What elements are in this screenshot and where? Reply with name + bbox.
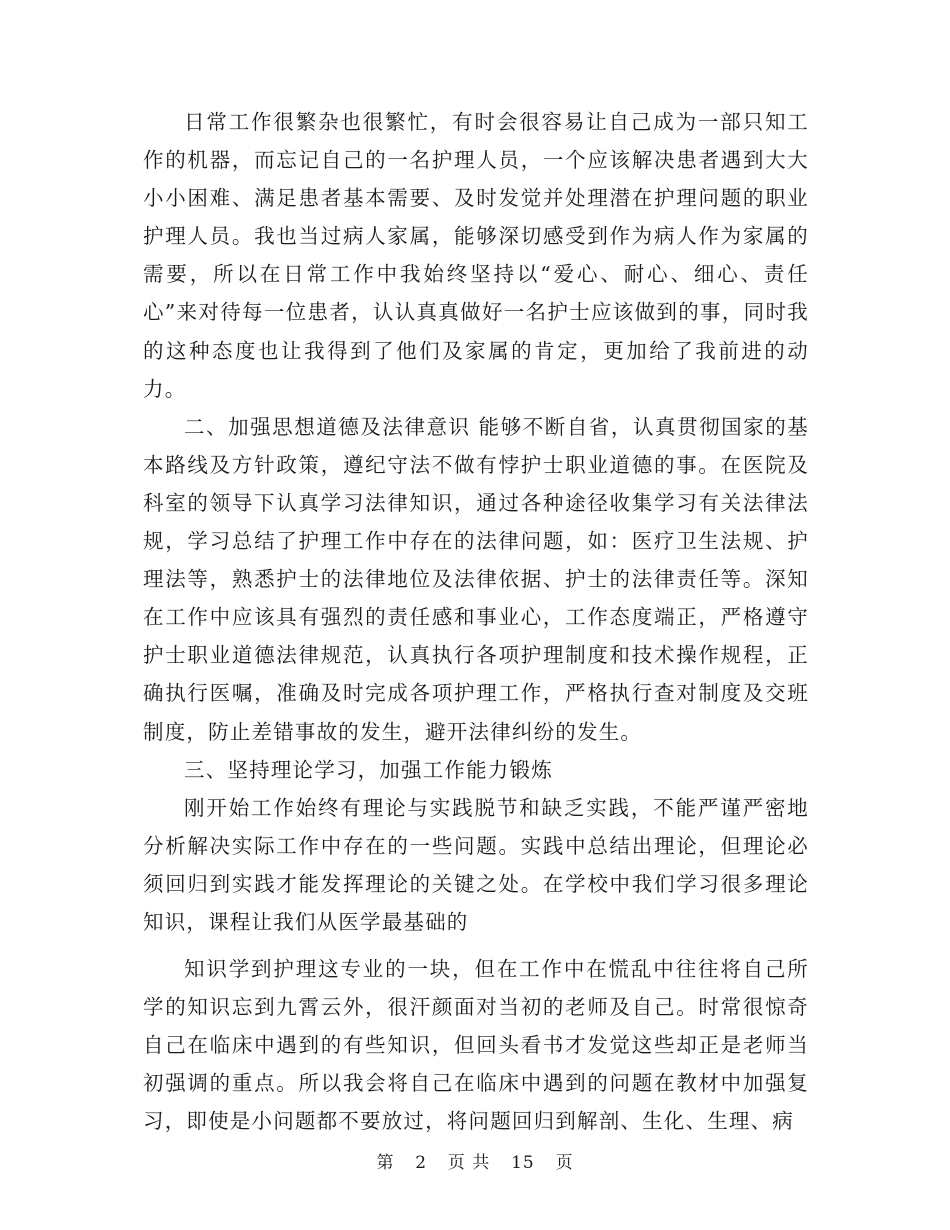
paragraph-daily-work: 日常工作很繁杂也很繁忙，有时会很容易让自己成为一部只知工作的机器，而忘记自己的一名护理人员，一个应该解决患者遇到大大小小困难、满足患者基本需要、及时发觉并处理潜在护理问题的职业护理人员。我也当过病人家属，能够深切感受到作为病人作为家属的需要，所以在日常工作中我始终坚持以“爱心、耐心、细心、责任心”来对待每一位患者，认认真真做好一名护士应该做到的事，同时我的这种态度也让我得到了他们及家属的肯定，更加给了我前进的动力。: [143, 110, 809, 401]
footer-page-number: 2: [415, 1153, 428, 1173]
paragraph-section-two: 二、加强思想道德及法律意识 能够不断自省，认真贯彻国家的基本路线及方针政策，遵纪守法不做有悖护士职业道德的事。在医院及科室的领导下认真学习法律知识，通过各种途径收集学习有关法律法规，学习总结了护理工作中存在的法律问题，如：医疗卫生法规、护理法等，熟悉护士的法律地位及法律依据、护士的法律责任等。深知在工作中应该具有强烈的责任感和事业心，工作态度端正，严格遵守护士职业道德法律规范，认真执行各项护理制度和技术操作规程，正确执行医嘱，准确及时完成各项护理工作，严格执行查对制度及交班制度，防止差错事故的发生，避开法律纠纷的发生。: [143, 414, 809, 744]
footer-total-pages: 15: [511, 1153, 535, 1173]
page-footer: [0, 1151, 950, 1175]
document-body: [143, 103, 809, 1141]
footer-suffix: 页: [555, 1153, 574, 1173]
section-heading-three: 三、坚持理论学习，加强工作能力锻炼: [184, 757, 553, 782]
paragraph-theory-practice: 刚开始工作始终有理论与实践脱节和缺乏实践，不能严谨严密地分析解决实际工作中存在的一些问题。实践中总结出理论，但理论必须回归到实践才能发挥理论的关键之处。在学校中我们学习很多理论知识，课程让我们从医学最基础的: [143, 795, 809, 934]
paragraph-knowledge-review: 知识学到护理这专业的一块，但在工作中在慌乱中往往将自己所学的知识忘到九霄云外，很汗颜面对当初的老师及自己。时常很惊奇自己在临床中遇到的有些知识，但回头看书才发觉这些却正是老师当初强调的重点。所以我会将自己在临床中遇到的问题在教材中加强复习，即使是小问题都不要放过，将问题回归到解剖、生化、生理、病: [143, 957, 809, 1134]
footer-middle: 页 共: [447, 1153, 491, 1173]
footer-prefix: 第: [376, 1153, 395, 1173]
